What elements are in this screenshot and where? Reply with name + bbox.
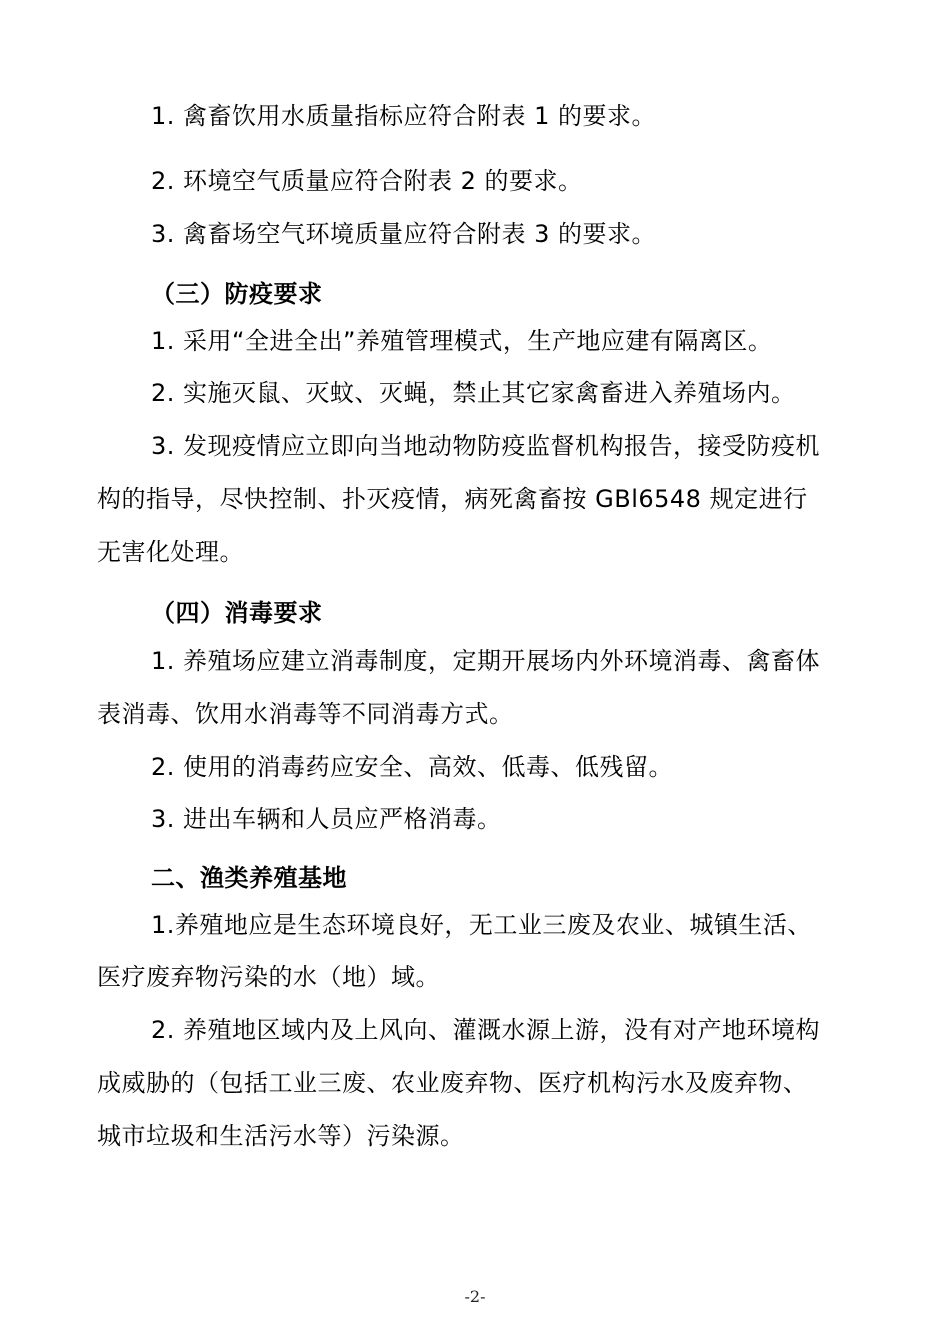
- paragraph-line: 2. 环境空气质量应符合附表 2 的要求。: [151, 167, 583, 195]
- paragraph-line: 3. 发现疫情应立即向当地动物防疫监督机构报告，接受防疫机: [151, 432, 821, 460]
- paragraph-line: 成威胁的（包括工业三废、农业废弃物、医疗机构污水及废弃物、: [97, 1069, 808, 1097]
- paragraph-line: 医疗废弃物污染的水（地）域。: [97, 963, 440, 991]
- paragraph-line: 2. 实施灭鼠、灭蚊、灭蝇，禁止其它家禽畜进入养殖场内。: [151, 379, 796, 407]
- paragraph-line: 3. 进出车辆和人员应严格消毒。: [151, 805, 502, 833]
- paragraph-line: 城市垃圾和生活污水等）污染源。: [97, 1122, 465, 1150]
- page-number: -2-: [464, 1287, 486, 1306]
- paragraph-line: 1. 养殖场应建立消毒制度，定期开展场内外环境消毒、禽畜体: [151, 647, 821, 675]
- section-heading: （三）防疫要求: [151, 280, 323, 308]
- paragraph-line: 1.养殖地应是生态环境良好，无工业三废及农业、城镇生活、: [151, 911, 812, 939]
- paragraph-line: 构的指导，尽快控制、扑灭疫情，病死禽畜按 GBl6548 规定进行: [97, 485, 808, 513]
- paragraph-line: 3. 禽畜场空气环境质量应符合附表 3 的要求。: [151, 220, 657, 248]
- paragraph-line: 无害化处理。: [97, 538, 244, 566]
- paragraph-line: 2. 养殖地区域内及上风向、灌溉水源上游，没有对产地环境构: [151, 1016, 821, 1044]
- paragraph-line: 1. 采用“全进全出”养殖管理模式，生产地应建有隔离区。: [151, 327, 773, 355]
- section-heading: 二、渔类养殖基地: [151, 864, 347, 892]
- paragraph-line: 1. 禽畜饮用水质量指标应符合附表 1 的要求。: [151, 102, 657, 130]
- paragraph-line: 2. 使用的消毒药应安全、高效、低毒、低残留。: [151, 753, 674, 781]
- section-heading: （四）消毒要求: [151, 599, 323, 627]
- paragraph-line: 表消毒、饮用水消毒等不同消毒方式。: [97, 700, 514, 728]
